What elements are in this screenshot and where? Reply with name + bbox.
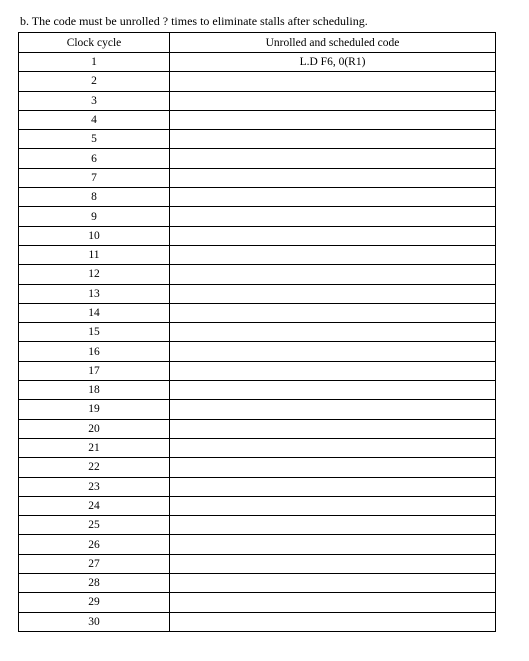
table-row (19, 265, 496, 284)
code-cell[interactable] (170, 593, 496, 612)
code-cell[interactable] (170, 91, 496, 110)
code-cell[interactable] (170, 458, 496, 477)
table-row (19, 593, 496, 612)
table-row (19, 226, 496, 245)
code-cell[interactable] (170, 554, 496, 573)
table-row (19, 458, 496, 477)
code-cell[interactable] (170, 361, 496, 380)
code-cell[interactable] (170, 303, 496, 322)
code-cell[interactable] (170, 130, 496, 149)
code-cell[interactable] (170, 72, 496, 91)
clock-cycle-cell: 4 (19, 110, 170, 129)
clock-cycle-cell: 24 (19, 496, 170, 515)
table-row (19, 245, 496, 264)
clock-cycle-cell: 6 (19, 149, 170, 168)
table-row (19, 419, 496, 438)
code-cell[interactable] (170, 110, 496, 129)
table-row (19, 496, 496, 515)
code-cell[interactable] (170, 419, 496, 438)
code-cell[interactable] (170, 612, 496, 631)
clock-cycle-cell: 8 (19, 188, 170, 207)
clock-cycle-cell: 7 (19, 168, 170, 187)
table-row (19, 303, 496, 322)
table-row (19, 574, 496, 593)
clock-cycle-cell: 19 (19, 400, 170, 419)
table-row (19, 91, 496, 110)
code-cell[interactable] (170, 535, 496, 554)
table-row (19, 72, 496, 91)
clock-cycle-cell: 22 (19, 458, 170, 477)
clock-cycle-cell: 12 (19, 265, 170, 284)
clock-cycle-cell: 14 (19, 303, 170, 322)
table-row (19, 207, 496, 226)
code-cell[interactable] (170, 284, 496, 303)
clock-cycle-cell: 18 (19, 381, 170, 400)
table-row (19, 438, 496, 457)
code-cell[interactable] (170, 516, 496, 535)
table-row (19, 477, 496, 496)
table-row (19, 381, 496, 400)
table-row (19, 554, 496, 573)
clock-cycle-cell: 15 (19, 323, 170, 342)
table-row (19, 130, 496, 149)
schedule-table (18, 32, 496, 632)
clock-cycle-cell: 5 (19, 130, 170, 149)
clock-cycle-cell: 9 (19, 207, 170, 226)
clock-cycle-cell: 16 (19, 342, 170, 361)
header-unrolled-code: Unrolled and scheduled code (170, 33, 496, 53)
code-cell[interactable] (170, 149, 496, 168)
code-cell[interactable] (170, 496, 496, 515)
clock-cycle-cell: 3 (19, 91, 170, 110)
clock-cycle-cell: 25 (19, 516, 170, 535)
code-cell[interactable] (170, 438, 496, 457)
table-body (19, 53, 496, 632)
table-row (19, 400, 496, 419)
table-row (19, 188, 496, 207)
clock-cycle-cell: 1 (19, 53, 170, 72)
clock-cycle-cell: 28 (19, 574, 170, 593)
clock-cycle-cell: 27 (19, 554, 170, 573)
clock-cycle-cell: 13 (19, 284, 170, 303)
clock-cycle-cell: 20 (19, 419, 170, 438)
code-cell[interactable] (170, 226, 496, 245)
clock-cycle-cell: 30 (19, 612, 170, 631)
table-row (19, 284, 496, 303)
code-cell[interactable] (170, 574, 496, 593)
code-cell[interactable] (170, 342, 496, 361)
code-cell[interactable] (170, 400, 496, 419)
table-row (19, 168, 496, 187)
table-row (19, 110, 496, 129)
clock-cycle-cell: 21 (19, 438, 170, 457)
header-clock-cycle: Clock cycle (19, 33, 170, 53)
header-row (19, 33, 496, 53)
question-text: b. The code must be unrolled ? times to eliminate stalls after scheduling. (20, 14, 368, 28)
code-cell[interactable] (170, 323, 496, 342)
clock-cycle-cell: 11 (19, 245, 170, 264)
table-row (19, 149, 496, 168)
clock-cycle-cell: 2 (19, 72, 170, 91)
clock-cycle-cell: 17 (19, 361, 170, 380)
clock-cycle-cell: 26 (19, 535, 170, 554)
code-cell[interactable] (170, 207, 496, 226)
code-cell[interactable] (170, 168, 496, 187)
code-cell[interactable] (170, 265, 496, 284)
clock-cycle-cell: 10 (19, 226, 170, 245)
code-cell[interactable] (170, 188, 496, 207)
table-row (19, 535, 496, 554)
table-row (19, 342, 496, 361)
code-cell[interactable] (170, 245, 496, 264)
table-row (19, 323, 496, 342)
code-cell[interactable] (170, 381, 496, 400)
table-row (19, 612, 496, 631)
table-row (19, 516, 496, 535)
code-cell[interactable] (170, 477, 496, 496)
clock-cycle-cell: 23 (19, 477, 170, 496)
table-row (19, 361, 496, 380)
code-cell[interactable]: L.D F6, 0(R1) (170, 53, 496, 72)
clock-cycle-cell: 29 (19, 593, 170, 612)
table-row (19, 53, 496, 72)
